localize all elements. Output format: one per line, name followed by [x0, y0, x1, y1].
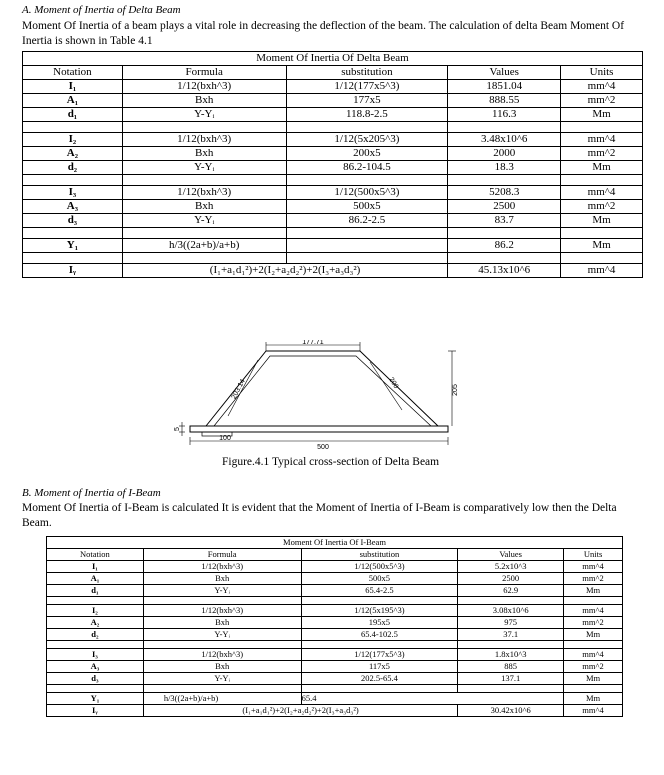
section-b-paragraph: Moment Of Inertia of I-Beam is calculated It is evident that the Moment of Inertia of I-Beam is comparatively low then the Delta Beam.: [22, 502, 617, 529]
dim-flange: 100: [219, 435, 231, 442]
unit-cell: mm^2: [561, 200, 643, 214]
value-cell: 1.8x10^3: [458, 649, 564, 661]
value-cell: 137.1: [458, 673, 564, 685]
table-row: [47, 649, 623, 661]
delta-beam-table: [22, 51, 643, 278]
header-cell: Values: [448, 66, 561, 80]
unit-cell: Mm: [564, 629, 623, 641]
formula-cell: 1/12(bxh^3): [122, 80, 286, 94]
value-cell: 62.9: [458, 585, 564, 597]
notation-cell: A₁: [23, 94, 123, 108]
substitution-cell: 117x5: [301, 661, 458, 673]
unit-cell: mm^4: [564, 649, 623, 661]
unit-cell: mm^4: [564, 605, 623, 617]
notation-cell: I₃: [23, 186, 123, 200]
formula-cell: 1/12(bxh^3): [143, 561, 301, 573]
substitution-cell: 177x5: [286, 94, 448, 108]
table-row: [23, 161, 643, 175]
notation-cell: A₃: [47, 661, 144, 673]
table-row: [47, 561, 623, 573]
unit-cell: mm^2: [561, 147, 643, 161]
spacer-row: [23, 228, 643, 239]
value-cell: 3.48x10^6: [448, 133, 561, 147]
dim-base: 500: [317, 444, 329, 451]
value-cell: 888.55: [448, 94, 561, 108]
unit-cell: mm^4: [561, 80, 643, 94]
table-row: [23, 200, 643, 214]
dim-slant-left: 203.14: [230, 378, 247, 401]
unit-cell: mm^4: [561, 186, 643, 200]
table-row: [23, 147, 643, 161]
notation-cell: A₃: [23, 200, 123, 214]
unit-cell: mm^2: [564, 573, 623, 585]
notation-cell: d₂: [47, 629, 144, 641]
dim-height: 205: [452, 384, 459, 396]
value-cell: 65.4: [301, 693, 564, 705]
value-cell: 2500: [458, 573, 564, 585]
value-cell: 45.13x10^6: [448, 264, 561, 278]
spacer-row: [23, 253, 643, 264]
substitution-cell: 1/12(500x5^3): [301, 561, 458, 573]
formula-cell: 1/12(bxh^3): [122, 186, 286, 200]
substitution-cell: 86.2-104.5: [286, 161, 448, 175]
notation-cell: A₂: [47, 617, 144, 629]
formula-cell: Y-Yᵢ: [122, 161, 286, 175]
substitution-cell: 1/12(5x195^3): [301, 605, 458, 617]
header-cell: Formula: [143, 549, 301, 561]
table-row: [47, 573, 623, 585]
unit-cell: Mm: [561, 161, 643, 175]
value-cell: 18.3: [448, 161, 561, 175]
formula-cell: (I₁+a₁d₁²)+2(I₂+a₂d₂²)+2(I₃+a₃d₃²): [122, 264, 447, 278]
table-title: Moment Of Inertia Of Delta Beam: [23, 52, 643, 66]
base-plate: [190, 426, 448, 432]
notation-cell: Iᵧ: [47, 705, 144, 717]
formula-cell: Y-Yᵢ: [143, 629, 301, 641]
section-b-heading: B. Moment of Inertia of I-Beam: [22, 487, 161, 499]
formula-cell: 1/12(bxh^3): [122, 133, 286, 147]
substitution-cell: 1/12(500x5^3): [286, 186, 448, 200]
spacer-row: [47, 685, 623, 693]
notation-cell: Y₁: [23, 239, 123, 253]
value-cell: 116.3: [448, 108, 561, 122]
notation-cell: I₁: [47, 561, 144, 573]
unit-cell: Mm: [561, 108, 643, 122]
header-cell: substitution: [301, 549, 458, 561]
spacer-row: [47, 641, 623, 649]
notation-cell: d₂: [23, 161, 123, 175]
header-cell: Notation: [23, 66, 123, 80]
notation-cell: I₁: [23, 80, 123, 94]
substitution-cell: 65.4-2.5: [301, 585, 458, 597]
substitution-cell: [286, 239, 448, 253]
substitution-cell: 200x5: [286, 147, 448, 161]
unit-cell: mm^2: [564, 617, 623, 629]
unit-cell: Mm: [564, 673, 623, 685]
notation-cell: d₁: [47, 585, 144, 597]
section-a-paragraph: Moment Of Inertia of a beam plays a vital role in decreasing the deflection of the beam. The calculation of delta Beam Moment Of Inertia is shown in Table 4.1: [22, 20, 625, 47]
unit-cell: mm^4: [564, 705, 623, 717]
substitution-cell: 500x5: [286, 200, 448, 214]
substitution-cell: 1/12(177x5^3): [301, 649, 458, 661]
table-row: [23, 239, 643, 253]
formula-cell: Bxh: [122, 200, 286, 214]
notation-cell: Iᵧ: [23, 264, 123, 278]
notation-cell: Y₁: [47, 693, 144, 705]
value-cell: 37.1: [458, 629, 564, 641]
table-row: [47, 605, 623, 617]
header-cell: Formula: [122, 66, 286, 80]
table-row: [47, 629, 623, 641]
figure-caption: Figure.4.1 Typical cross-section of Delta Beam: [222, 456, 440, 468]
table-row: [23, 214, 643, 228]
header-cell: Values: [458, 549, 564, 561]
formula-cell: Y-Yᵢ: [143, 585, 301, 597]
delta-beam-cross-section-figure: [170, 340, 470, 455]
value-cell: 3.08x10^6: [458, 605, 564, 617]
substitution-cell: 500x5: [301, 573, 458, 585]
notation-cell: d₁: [23, 108, 123, 122]
dim-slant-right: 200: [387, 376, 400, 391]
value-cell: 1851.04: [448, 80, 561, 94]
table-row: [47, 705, 623, 717]
formula-cell: h/3((2a+b)/a+b): [143, 693, 301, 705]
table-row: [23, 108, 643, 122]
notation-cell: A₂: [23, 147, 123, 161]
formula-cell: Y-Yᵢ: [122, 214, 286, 228]
formula-cell: Y-Yᵢ: [122, 108, 286, 122]
value-cell: 86.2: [448, 239, 561, 253]
substitution-cell: 65.4-102.5: [301, 629, 458, 641]
table-row: [23, 94, 643, 108]
value-cell: 975: [458, 617, 564, 629]
table-row: [23, 264, 643, 278]
table-row: [47, 661, 623, 673]
table-row: [23, 133, 643, 147]
table-row: [23, 186, 643, 200]
value-cell: 2000: [448, 147, 561, 161]
notation-cell: A₁: [47, 573, 144, 585]
spacer-row: [23, 122, 643, 133]
value-cell: 2500: [448, 200, 561, 214]
substitution-cell: 118.8-2.5: [286, 108, 448, 122]
table-row: [47, 585, 623, 597]
delta-inner: [214, 356, 431, 426]
notation-cell: I₂: [23, 133, 123, 147]
notation-cell: I₂: [47, 605, 144, 617]
header-cell: Units: [561, 66, 643, 80]
table-row: [47, 673, 623, 685]
formula-cell: Bxh: [143, 661, 301, 673]
section-a-heading: A. Moment of Inertia of Delta Beam: [22, 4, 181, 16]
header-cell: substitution: [286, 66, 448, 80]
table-header-row: [47, 549, 623, 561]
unit-cell: Mm: [561, 239, 643, 253]
formula-cell: (I₁+a₁d₁²)+2(I₂+a₂d₂²)+2(I₃+a₃d₃²): [143, 705, 457, 717]
dim-thickness: 5: [174, 427, 181, 431]
table-row: [47, 617, 623, 629]
notation-cell: I₃: [47, 649, 144, 661]
header-cell: Notation: [47, 549, 144, 561]
header-cell: Units: [564, 549, 623, 561]
value-cell: 5208.3: [448, 186, 561, 200]
formula-cell: 1/12(bxh^3): [143, 605, 301, 617]
table-row: [47, 693, 623, 705]
formula-cell: Bxh: [122, 94, 286, 108]
value-cell: 83.7: [448, 214, 561, 228]
value-cell: 885: [458, 661, 564, 673]
table-header-row: [23, 66, 643, 80]
unit-cell: Mm: [564, 693, 623, 705]
formula-cell: 1/12(bxh^3): [143, 649, 301, 661]
unit-cell: mm^4: [561, 133, 643, 147]
unit-cell: Mm: [564, 585, 623, 597]
value-cell: 30.42x10^6: [458, 705, 564, 717]
formula-cell: Bxh: [122, 147, 286, 161]
unit-cell: Mm: [561, 214, 643, 228]
spacer-row: [47, 597, 623, 605]
table-title: Moment Of Inertia Of I-Beam: [47, 537, 623, 549]
formula-cell: Bxh: [143, 617, 301, 629]
formula-cell: Bxh: [143, 573, 301, 585]
dim-top: 177.71: [302, 340, 324, 346]
unit-cell: mm^4: [561, 264, 643, 278]
substitution-cell: 86.2-2.5: [286, 214, 448, 228]
formula-cell: h/3((2a+b)/a+b): [122, 239, 286, 253]
substitution-cell: 1/12(5x205^3): [286, 133, 448, 147]
spacer-row: [23, 175, 643, 186]
unit-cell: mm^2: [561, 94, 643, 108]
unit-cell: mm^2: [564, 661, 623, 673]
value-cell: 5.2x10^3: [458, 561, 564, 573]
substitution-cell: 195x5: [301, 617, 458, 629]
notation-cell: d₃: [23, 214, 123, 228]
i-beam-table: [46, 536, 623, 717]
unit-cell: mm^4: [564, 561, 623, 573]
table-row: [23, 80, 643, 94]
substitution-cell: 1/12(177x5^3): [286, 80, 448, 94]
notation-cell: d₃: [47, 673, 144, 685]
substitution-cell: 202.5-65.4: [301, 673, 458, 685]
formula-cell: Y-Yᵢ: [143, 673, 301, 685]
